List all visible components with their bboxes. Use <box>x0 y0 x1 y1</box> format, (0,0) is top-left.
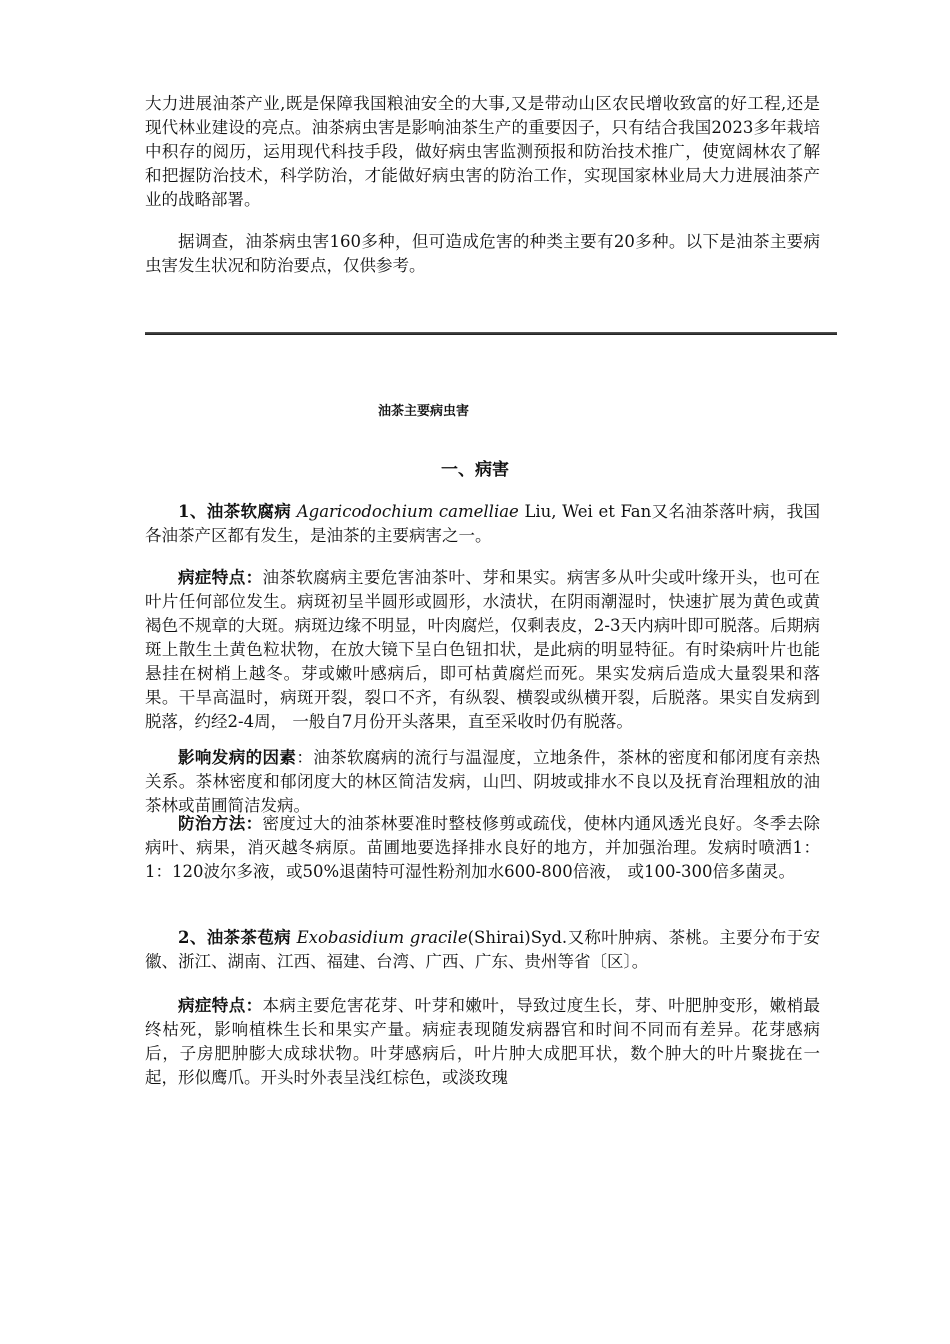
disease-2-intro <box>145 926 820 974</box>
disease-1-symptoms <box>145 566 820 734</box>
document-subtitle: 油茶主要病虫害 <box>378 404 470 419</box>
disease-1-control <box>145 812 820 884</box>
section-heading: 一、病害 <box>441 460 509 480</box>
control-label: 防治方法： <box>178 814 263 833</box>
disease-2-symptoms <box>145 994 820 1090</box>
symptom-label-2: 病症特点： <box>178 996 263 1015</box>
factor-text: ：油茶软腐病的流行与温湿度，立地条件，茶林的密度和郁闭度有亲热关系。茶林密度和郁闭度大的林区简洁发病，山凹、阴坡或排水不良以及抚育治理粗放的油茶林或苗圃简洁发病。 <box>145 748 821 815</box>
symptom-text-2: 本病主要危害花芽、叶芽和嫩叶，导致过度生长，芽、叶肥肿变形，嫩梢最终枯死，影响植株生长和果实产量。病症表现随发病器官和时间不同而有差异。花芽感病后，子房肥肿膨大成球状物。叶芽感病后，叶片肿大成肥耳状，数个肿大的叶片聚拢在一起，形似鹰爪。开头时外表呈浅红棕色，或淡玫瑰 <box>145 996 821 1087</box>
disease-2-name: 2、油茶茶苞病 <box>178 928 291 947</box>
disease-2-latin-name: Exobasidium gracile <box>296 928 468 947</box>
disease-2-description: (Shirai)Syd.又称叶肿病、茶桃。主要分布于安徽、浙江、湖南、江西、福建、台湾、广西、广东、贵州等省〔区〕。 <box>145 928 821 971</box>
disease-1-intro <box>145 500 820 548</box>
disease-1-latin-name: Agaricodochium camelliae <box>296 502 519 521</box>
disease-1-factors <box>145 746 820 818</box>
symptom-label: 病症特点： <box>178 568 263 587</box>
intro-paragraph-2: 据调查，油茶病虫害160多种，但可造成危害的种类主要有20多种。以下是油茶主要病虫害发生状况和防治要点，仅供参考。 <box>145 232 820 275</box>
symptom-text: 油茶软腐病主要危害油茶叶、芽和果实。病害多从叶尖或叶缘开头，也可在叶片任何部位发生。病斑初呈半圆形或圆形，水渍状，在阴雨潮湿时，快速扩展为黄色或黄褐色不规章的大斑。病斑边缘不明显，叶肉腐烂，仅剩表皮，2-3天内病叶即可脱落。后期病斑上散生土黄色粒状物，在放大镜下呈白色钮扣状，是此病的明显特征。有时染病叶片也能悬挂在树梢上越冬。芽或嫩叶感病后，即可枯黄腐烂而死。果实发病后造成大量裂果和落果。干旱高温时，病斑开裂，裂口不齐，有纵裂、横裂或纵横开裂，后脱落。果实自发病到脱落，约经2-4周， 一般自7月份开头落果，直至采收时仍有脱落。 <box>145 568 821 731</box>
disease-1-name: 1、油茶软腐病 <box>178 502 292 521</box>
factor-label: 影响发病的因素 <box>178 748 297 767</box>
intro-paragraph-1: 大力进展油茶产业,既是保障我国粮油安全的大事,又是带动山区农民增收致富的好工程,还是现代林业建设的亮点。油茶病虫害是影响油茶生产的重要因子，只有结合我国2023多年栽培中积存的阅历，运用现代科技手段，做好病虫害监测预报和防治技术推广，使宽阔林农了解和把握防治技术，科学防治，才能做好病虫害的防治工作，实现国家林业局大力进展油茶产业的战略部署。 <box>145 94 820 209</box>
disease-1-description: Liu, Wei et Fan又名油茶落叶病，我国各油茶产区都有发生，是油茶的主要病害之一。 <box>145 502 820 545</box>
control-text: 密度过大的油茶林要准时整枝修剪或疏伐，使林内通风透光良好。冬季去除病叶、病果，消灭越冬病原。苗圃地要选择排水良好的地方，并加强治理。发病时喷洒1：1：120波尔多液，或50%退菌特可湿性粉剂加水600-800倍液， 或100-300倍多菌灵。 <box>145 814 821 881</box>
horizontal-rule <box>145 332 837 335</box>
